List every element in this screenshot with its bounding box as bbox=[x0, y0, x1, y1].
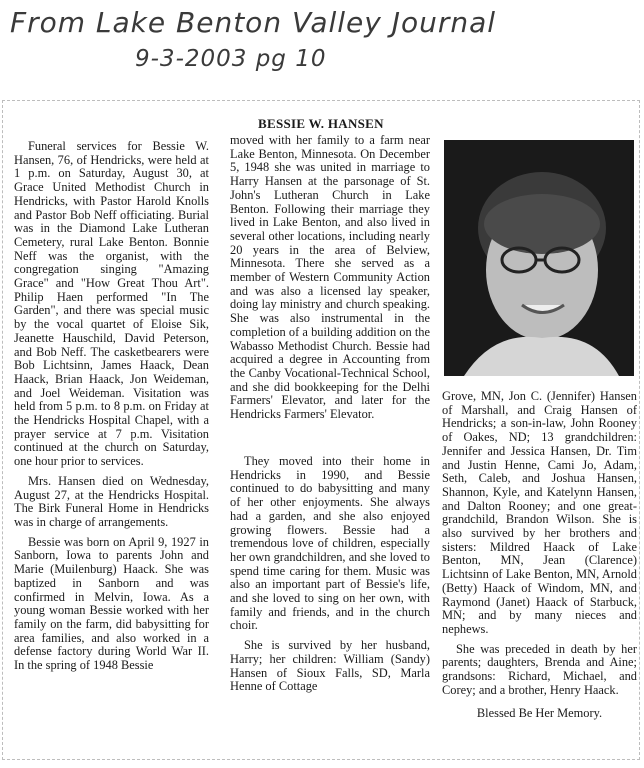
paragraph: She is survived by her husband, Harry; her children: William (Sandy) Hansen of Sioux Falls, SD, Marla Henne of Cottage bbox=[230, 638, 430, 694]
handwritten-source-note: From Lake Benton Valley Journal bbox=[10, 6, 497, 39]
paragraph: Mrs. Hansen died on Wednesday, August 27, at the Hendricks Hospital. The Birk Funeral Home in Hendricks was in charge of arrangements. bbox=[14, 473, 209, 529]
column-2-continued bbox=[230, 455, 430, 700]
paragraph: They moved into their home in Hendricks in 1990, and Bessie continued to do babysitting and many of her other enjoyments. She always had a garden, and she also enjoyed growing flowers. Bessie had a tremendous love of children, especially her own grandchildren, and she loved to spend time caring for them. Music was also an important part of Bessie's life, and she loved to sing on her own, with family and friends, and in the church choir. bbox=[230, 454, 430, 633]
paragraph: Bessie was born on April 9, 1927 in Sanborn, Iowa to parents John and Marie (Muilenburg) Haack. She was baptized in Sanborn and was confirmed in Melvin, Iowa. As a young woman Bessie worked with her family on the farm, did babysitting for area families, and also worked in a defense factory during World War II. In the spring of 1948 Bessie bbox=[14, 534, 209, 673]
paragraph: moved with her family to a farm near Lake Benton, Minnesota. On December 5, 1948 she was united in marriage to Harry Hansen at the parsonage of St. John's Lutheran Church in Lake Benton. Following their marriage they lived in Lake Benton, and also lived in several other locations, including nearly 20 years in the area of Belview, Minnesota. There she served as a member of Western Community Action and was also a licensed lay speaker, doing lay ministry and church speaking. She was also instrumental in the completion of a building addition on the Wabasso Methodist Church. Bessie had acquired a degree in Accounting from the Canby Vocational-Technical School, and she did bookkeeping for the Delhi Farmers' Elevator, and later for the Hendricks Farmers' Elevator. bbox=[230, 133, 430, 422]
paragraph: Funeral services for Bessie W. Hansen, 76, of Hendricks, were held at 1 p.m. on Saturday, August 30, at Grace United Methodist Church in Hendricks, with Pastor Harold Knolls and Pastor Bob Neff officiating. Burial was in the Diamond Lake Lutheran Cemetery, rural Lake Benton. Bonnie Neff was the organist, with the congregation singing "Amazing Grace" and "How Great Thou Art". Philip Haen performed "In The Garden", and there was special music by the vocal quartet of Eloise Sik, Jeanette Hauschild, David Peterson, and Bob Neff. The casketbearers were Bob Lichtsinn, James Haack, Dean Haack, Brian Haack, Jon Weideman, and Joel Weideman. Visitation was held from 5 p.m. to 8 p.m. on Friday at the Hendricks Hospital Chapel, with a prayer service at 7 p.m. Visitation continued at the church on Saturday, one hour prior to services. bbox=[14, 139, 209, 469]
portrait-photo-icon bbox=[444, 140, 634, 376]
obituary-headline: BESSIE W. HANSEN bbox=[258, 116, 384, 131]
column-3 bbox=[442, 390, 637, 727]
paragraph: Grove, MN, Jon C. (Jennifer) Hansen of Marshall, and Craig Hansen of Hendricks; a son-in-law, John Rooney of Oakes, ND; 13 grandchildren: Jennifer and Jessica Hansen, Dr. Tim and Justin Henne, Cami Jo, Adam, Seth, Caleb, and Joshua Hansen, Shannon, Kyle, and Katelynn Hansen, and Dalton Rooney; and one great-grandchild, Brandon Wilson. She is also survived by her brothers and sisters: Mildred Haack of Lake Benton, MN, Jean (Clarence) Lichtsinn of Lake Benton, MN, Arnold (Betty) Haack of Windom, MN, and Raymond (Janet) Haack of Starbuck, MN; and by many nieces and nephews. bbox=[442, 389, 637, 636]
column-1 bbox=[14, 140, 209, 679]
column-2 bbox=[230, 134, 430, 428]
handwritten-date-note: 9-3-2003 pg 10 bbox=[135, 46, 327, 72]
closing-line: Blessed Be Her Memory. bbox=[476, 706, 603, 721]
paragraph: She was preceded in death by her parents; daughters, Brenda and Aine; grandsons: Richard, Michael, and Corey; and a brother, Henry Haack. bbox=[442, 641, 637, 697]
